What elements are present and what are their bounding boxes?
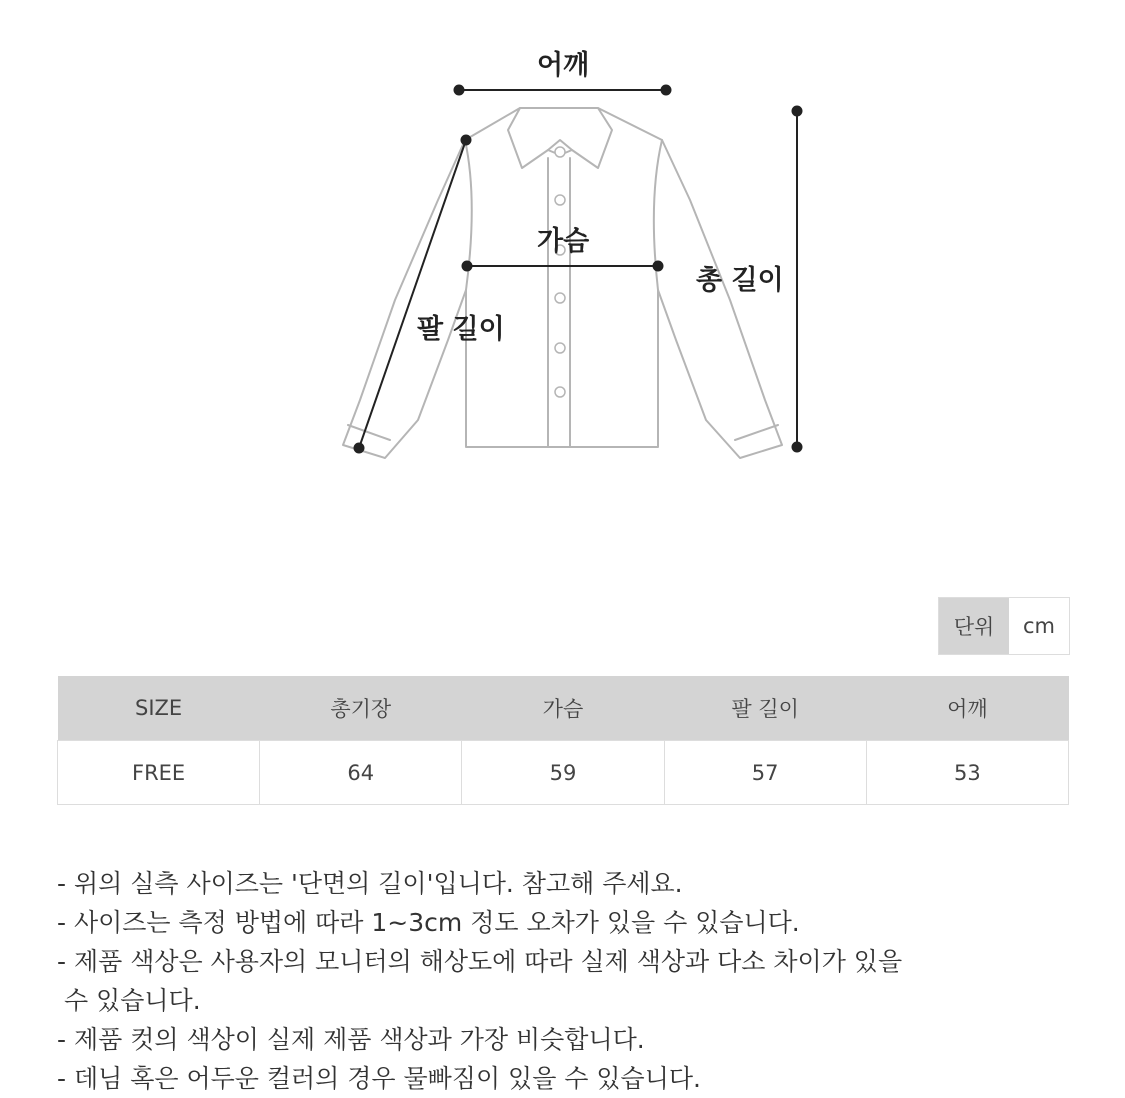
cell-total-length: 64 — [260, 741, 462, 805]
measure-dot — [654, 262, 663, 271]
sleeve-measure-line — [359, 140, 466, 448]
column-header-chest: 가슴 — [462, 676, 664, 741]
unit-value: cm — [1009, 598, 1069, 654]
measure-dot — [355, 444, 364, 453]
button — [555, 147, 565, 157]
cell-chest: 59 — [462, 741, 664, 805]
shoulder-label: 어깨 — [537, 50, 590, 81]
note-item: - 위의 실측 사이즈는 '단면의 길이'입니다. 참고해 주세요. — [57, 869, 683, 898]
table-header-row — [58, 676, 1069, 741]
unit-indicator — [938, 597, 1070, 655]
measure-dot — [793, 107, 802, 116]
button — [555, 343, 565, 353]
chest-label: 가슴 — [537, 226, 590, 257]
measure-dot — [793, 443, 802, 452]
button — [555, 195, 565, 205]
column-header-size: SIZE — [58, 676, 260, 741]
column-header-total-length: 총기장 — [260, 676, 462, 741]
note-item: - 사이즈는 측정 방법에 따라 1~3cm 정도 오차가 있을 수 있습니다. — [57, 908, 800, 937]
measure-dot — [463, 262, 472, 271]
button — [555, 293, 565, 303]
size-table — [57, 676, 1069, 805]
sleeve-length-label: 팔 길이 — [417, 314, 505, 345]
measurement-diagram — [0, 0, 1125, 520]
left-cuff — [348, 425, 390, 440]
total-length-label: 총 길이 — [696, 265, 784, 296]
shirt-collar — [508, 108, 612, 168]
unit-label: 단위 — [939, 598, 1009, 654]
shirt-buttons — [555, 147, 565, 397]
note-item: - 제품 컷의 색상이 실제 제품 색상과 가장 비슷합니다. — [57, 1025, 645, 1054]
note-item-continuation: 수 있습니다. — [64, 986, 201, 1015]
button — [555, 387, 565, 397]
measure-dot — [662, 86, 671, 95]
table-row — [58, 741, 1069, 805]
measure-dot — [455, 86, 464, 95]
size-notes — [57, 864, 1097, 1098]
column-header-shoulder: 어깨 — [866, 676, 1068, 741]
note-item: - 제품 색상은 사용자의 모니터의 해상도에 따라 실제 색상과 다소 차이가 있을 — [57, 947, 903, 976]
note-item: - 데님 혹은 어두운 컬러의 경우 물빠짐이 있을 수 있습니다. — [57, 1064, 701, 1093]
cell-sleeve-length: 57 — [664, 741, 866, 805]
column-header-sleeve-length: 팔 길이 — [664, 676, 866, 741]
cell-shoulder: 53 — [866, 741, 1068, 805]
right-cuff — [735, 425, 778, 440]
cell-size: FREE — [58, 741, 260, 805]
measure-dot — [462, 136, 471, 145]
